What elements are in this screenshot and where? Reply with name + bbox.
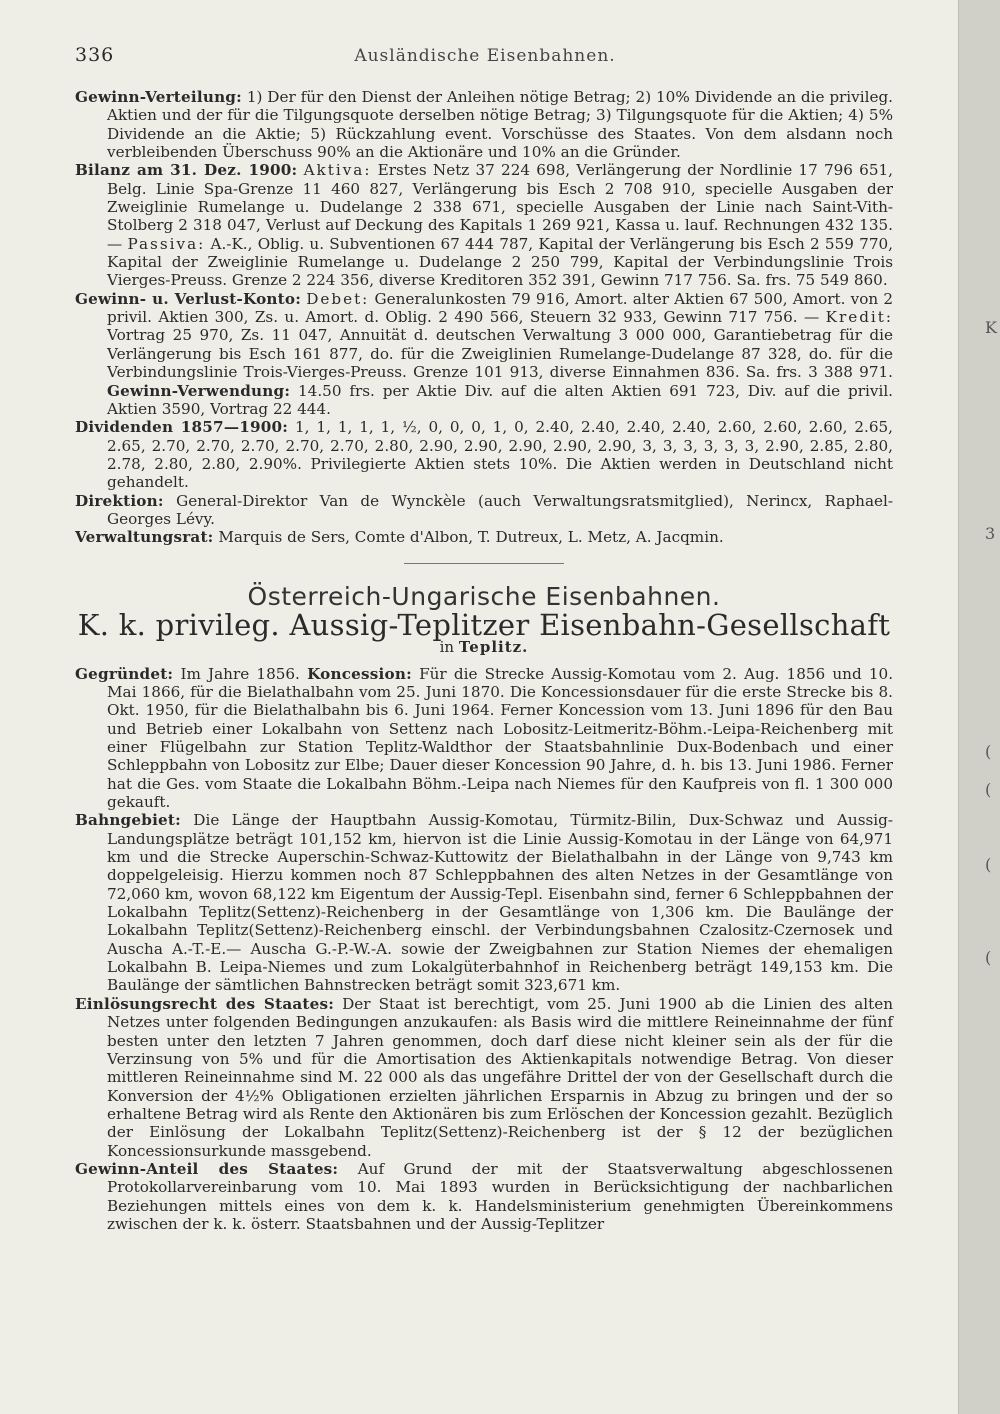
- running-title: Ausländische Eisenbahnen.: [354, 46, 616, 66]
- entry-text: 1, 1, 1, 1, 1, ½, 0, 0, 0, 1, 0, 2.40, 2.40, 2.40, 2.40, 2.60, 2.60, 2.60, 2.65, 2.65, 2.70, 2.70, 2.70, 2.70, 2.70, 2.80, 2.90, 2.90, 2.90, 2.90, 2.90, 3, 3, 3, 3, 3, 3, 2.90, 2.85, 2.80, 2.78, 2.80, 2.80, 2.90%. Privilegierte Aktien stets 10%. Die Aktien werden in Deutschland nicht gehandelt.: [107, 418, 894, 492]
- entry-direktion: [75, 492, 893, 529]
- margin-letter: (: [985, 948, 992, 967]
- section-title: Österreich-Ungarische Eisenbahnen.: [247, 581, 721, 611]
- entry-dividenden: [75, 418, 893, 491]
- section-divider: [404, 563, 564, 564]
- entry-gewinn-verlust: [75, 290, 893, 418]
- entry-bahngebiet: [75, 811, 893, 994]
- entry-text: General-Direktor Van de Wynckèle (auch Verwaltungsratsmitglied), Nerincx, Raphael-Georges Lévy.: [107, 491, 893, 528]
- entry-text-2: A.-K., Oblig. u. Subventionen 67 444 787, Kapital der Verlängerung bis Esch 2 559 770, Kapital der Zweiglinie Rumelange u. Dudelange 2 250 799, Kapital der Verbindungslinie Trois Vierges-Preuss. Grenze 2 224 356, diverse Kreditoren 352 391, Gewinn 717 756. Sa. frs. 75 549 860.: [107, 234, 893, 290]
- entry-label: Gewinn-Verteilung:: [75, 88, 242, 106]
- entry-text: Auf Grund der mit der Staatsverwaltung abgeschlossenen Protokollarvereinbarung vom 10. Mai 1893 wurden in Berücksichtigung der nachbarlichen Beziehungen mittels eines von dem k. k. Handelsministerium genehmigten Übereinkommens zwischen der k. k. österr. Staatsbahnen und der Aussig-Teplitzer: [107, 1159, 894, 1233]
- location-name: Teplitz.: [458, 638, 529, 657]
- entry-label: Direktion:: [75, 491, 164, 510]
- entry-bilanz: [75, 161, 893, 289]
- entry-text-3: 14.50 frs. per Aktie Div. auf die alten Aktien 691 723, Div. auf die privil. Aktien 3590, Vortrag 22 444.: [107, 381, 894, 418]
- entry-text: Der Staat ist berechtigt, vom 25. Juni 1900 ab die Linien des alten Netzes unter folgenden Bedingungen anzukaufen: als Basis wird die mittlere Reineinnahme der fünf besten unter den letzten 7 Jahren genommen, doch darf diese nicht kleiner sein als der für die Verzinsung von 5% und für die Amortisation des Aktienkapitals notwendige Betrag. Von dieser mittleren Reineinnahme sind M. 22 000 als das ungefähre Drittel der von der Gesellschaft durch die Konversion der 4½% Obligationen erzielten jährlichen Ersparnis in Abzug zu bringen und der so erhaltene Betrag wird als Rente den Aktionären bis zum Erlöschen der Koncession gezahlt. Bezüglich der Einlösung der Lokalbahn Teplitz(Settenz)-Reichenberg ist der § 12 der bezüglichen Koncessionsurkunde massgebend.: [107, 994, 893, 1160]
- company-title: K. k. privileg. Aussig-Teplitzer Eisenbahn-Gesellschaft: [77, 607, 891, 642]
- margin-letter: (: [985, 742, 992, 761]
- entry-text: Die Länge der Hauptbahn Aussig-Komotau, Türmitz-Bilin, Dux-Schwaz und Aussig-Landungsplätze beträgt 101,152 km, hiervon ist die Linie Aussig-Komotau in der Länge von 64,971 km und die Strecke Auperschin-Schwaz-Kuttowitz der Bielathalbahn in der Länge von 9,743 km doppelgeleisig. Hierzu kommen noch 87 Schleppbahnen des alten Netzes in der Gesamtlänge von 72,060 km, wovon 68,122 km Eigentum der Aussig-Tepl. Eisenbahn sind, ferner 6 Schleppbahnen der Lokalbahn Teplitz(Settenz)-Reichenberg in der Gesamtlänge von 1,306 km. Die Baulänge der Lokalbahn Teplitz(Settenz)-Reichenberg einschl. der Verbindungsbahnen Czalositz-Czernosek und Auscha A.-T.-E.— Auscha G.-P.-W.-A. sowie der Zweigbahnen zur Station Niemes der ehemaligen Lokalbahn B. Leipa-Niemes und zum Lokalgüterbahnhof in Reichenberg beträgt 149,153 km. Die Baulänge der sämtlichen Bahnstrecken beträgt somit 323,671 km.: [107, 811, 893, 995]
- entry-label: Gewinn- u. Verlust-Konto:: [75, 289, 302, 308]
- entry-text: 1) Der für den Dienst der Anleihen nötige Betrag; 2) 10% Dividende an die privileg. Aktien und der für die Tilgungsquote derselben nötige Betrag; 3) Tilgungsquote für die Aktien; 4) 5% Dividende an die Aktie; 5) Rückzahlung event. Vorschüsse des Staates. Von dem alsdann noch verbleibenden Überschuss 90% an die Aktionäre und 10% an die Gründer.: [107, 88, 893, 162]
- koncession-label: Koncession:: [307, 664, 412, 683]
- aktiva-label: Aktiva:: [303, 161, 372, 180]
- gewinn-verwendung-label: Gewinn-Verwendung:: [107, 381, 291, 400]
- entry-label: Bahngebiet:: [75, 811, 181, 830]
- entry-text: Im Jahre 1856.: [180, 664, 300, 683]
- margin-letter: (: [985, 780, 992, 799]
- entry-gewinn-verteilung: [75, 88, 893, 161]
- entry-text: Marquis de Sers, Comte d'Albon, T. Dutreux, L. Metz, A. Jacqmin.: [218, 528, 724, 547]
- entry-text-2: Für die Strecke Aussig-Komotau vom 2. Aug. 1856 und 10. Mai 1866, für die Bielathalbahn vom 25. Juni 1870. Die Koncessionsdauer für die erste Strecke bis 8. Okt. 1950, für die Bielathalbahn bis 6. Juni 1964. Ferner Koncession vom 13. Juni 1896 für den Bau und Betrieb einer Lokalbahn von Settenz nach Lobositz-Leitmeritz-Böhm.-Leipa-Reichenberg mit einer Flügelbahn zur Station Teplitz-Waldthor der Staatsbahnlinie Dux-Bodenbach und einer Schleppbahn von Lobositz zur Elbe; Dauer dieser Koncession 90 Jahre, d. h. bis 13. Juni 1986. Ferner hat die Ges. vom Staate die Lokalbahn Böhm.-Leipa nach Niemes für den Kaufpreis von fl. 1 300 000 gekauft.: [107, 664, 894, 812]
- margin-letter: (: [985, 855, 992, 874]
- entry-einloesungsrecht: [75, 995, 893, 1160]
- page-number: 336: [75, 44, 115, 66]
- entry-label: Gewinn-Anteil des Staates:: [75, 1159, 339, 1178]
- entry-label: Gegründet:: [75, 664, 174, 683]
- location-prefix: in: [439, 638, 455, 657]
- adjacent-page-edge: [958, 0, 1000, 1414]
- kredit-label: Kredit:: [825, 308, 893, 327]
- entry-label: Einlösungsrecht des Staates:: [75, 994, 335, 1013]
- entry-verwaltungsrat: [75, 528, 893, 546]
- entry-label: Dividenden 1857—1900:: [75, 418, 289, 437]
- entry-label: Verwaltungsrat:: [75, 528, 214, 547]
- margin-letter: K: [985, 318, 997, 337]
- entry-text: Erstes Netz 37 224 698, Verlängerung der Nordlinie 17 796 651, Belg. Linie Spa-Grenze 11 460 827, Verlängerung bis Esch 2 708 910, specielle Ausgaben der Zweiglinie Rumelange u. Dudelange 2 338 671, specielle Ausgaben der Linie nach Saint-Vith-Stolberg 2 318 047, Verlust auf Deckung des Kapitals 1 269 921, Kassa u. lauf. Rechnungen 432 135. —: [107, 161, 893, 253]
- debet-label: Debet:: [306, 289, 370, 308]
- entry-label: Bilanz am 31. Dez. 1900:: [75, 161, 298, 180]
- margin-letter: 3: [985, 524, 996, 543]
- passiva-label: Passiva:: [127, 234, 206, 253]
- page-header: [75, 44, 895, 72]
- entry-text: Generalunkosten 79 916, Amort. alter Aktien 67 500, Amort. von 2 privil. Aktien 300, Zs. u. Amort. d. Oblig. 2 490 566, Steuern 32 933, Gewinn 717 756. —: [107, 289, 894, 327]
- entry-gegruendet: [75, 665, 893, 812]
- entry-gewinn-anteil: [75, 1160, 893, 1233]
- entry-text-2: Vortrag 25 970, Zs. 11 047, Annuität d. deutschen Verwaltung 3 000 000, Garantiebetrag für die Verlängerung bis Esch 161 877, do. für die Zweiglinien Rumelange-Dudelange 87 328, do. für die Verbindungslinie Trois-Vierges-Preuss. Grenze 101 913, diverse Einnahmen 836. Sa. frs. 3 388 971.: [107, 326, 893, 382]
- page-body: [75, 88, 893, 1233]
